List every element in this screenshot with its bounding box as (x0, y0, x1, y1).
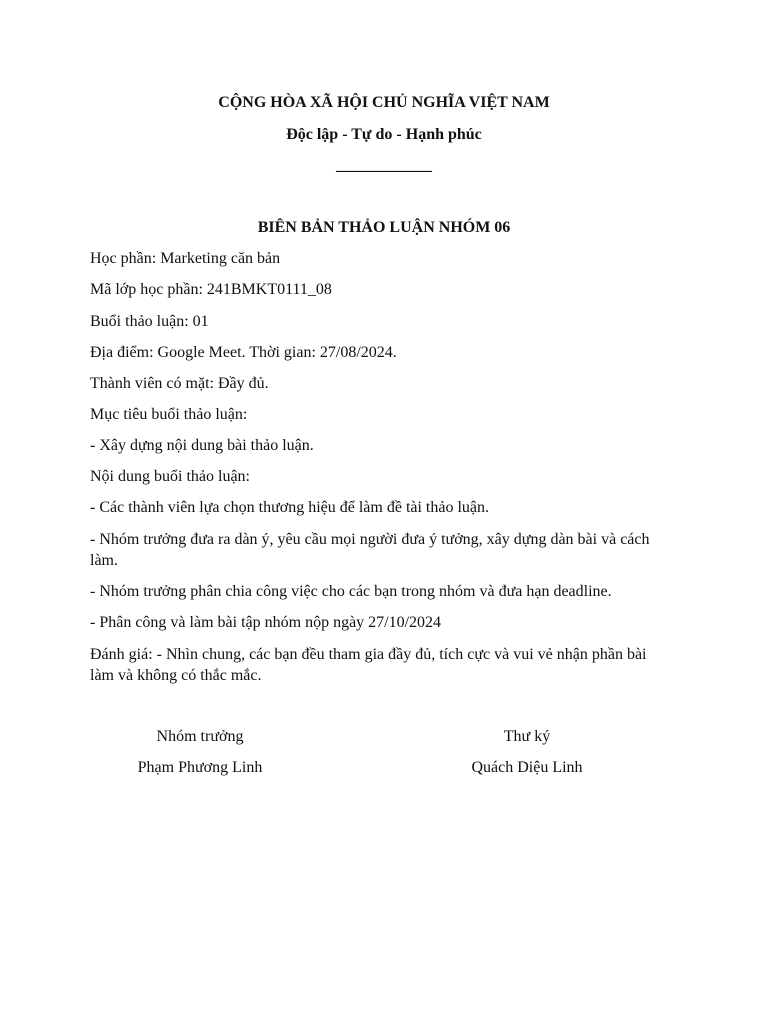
session-line: Buổi thảo luận: 01 (90, 313, 209, 330)
document-title: BIÊN BẢN THẢO LUẬN NHÓM 06 (257, 219, 511, 236)
content-item: - Phân công và làm bài tập nhóm nộp ngày 27/10/2024 (90, 614, 442, 631)
content-item: - Các thành viên lựa chọn thương hiệu để làm đề tài thảo luận. (90, 499, 490, 516)
motto: Độc lập - Tự do - Hạnh phúc (286, 126, 482, 143)
signature-role-left: Nhóm trưởng (156, 728, 244, 745)
objective-item: - Xây dựng nội dung bài thảo luận. (90, 437, 314, 454)
class-code-line: Mã lớp học phần: 241BMKT0111_08 (90, 281, 332, 298)
header-separator: ____________ (336, 157, 432, 174)
course-line: Học phần: Marketing căn bản (90, 250, 281, 267)
content-item: - Nhóm trưởng đưa ra dàn ý, yêu cầu mọi người đưa ý tưởng, xây dựng dàn bài và cách làm. (90, 531, 650, 569)
location-time-line: Địa điểm: Google Meet. Thời gian: 27/08/2024. (90, 344, 397, 361)
evaluation-paragraph: Đánh giá: - Nhìn chung, các bạn đều tham gia đầy đủ, tích cực và vui vẻ nhận phần bài làm và không có thắc mắc. (90, 646, 647, 684)
signature-name-left: Phạm Phương Linh (137, 759, 263, 776)
national-title: CỘNG HÒA XÃ HỘI CHỦ NGHĨA VIỆT NAM (218, 94, 550, 111)
content-heading: Nội dung buổi thảo luận: (90, 468, 250, 485)
objective-heading: Mục tiêu buổi thảo luận: (90, 406, 248, 423)
content-item: - Nhóm trưởng phân chia công việc cho các bạn trong nhóm và đưa hạn deadline. (90, 583, 612, 600)
signature-name-right: Quách Diệu Linh (471, 759, 583, 776)
attendance-line: Thành viên có mặt: Đầy đủ. (90, 375, 269, 392)
signature-role-right: Thư ký (503, 728, 551, 745)
